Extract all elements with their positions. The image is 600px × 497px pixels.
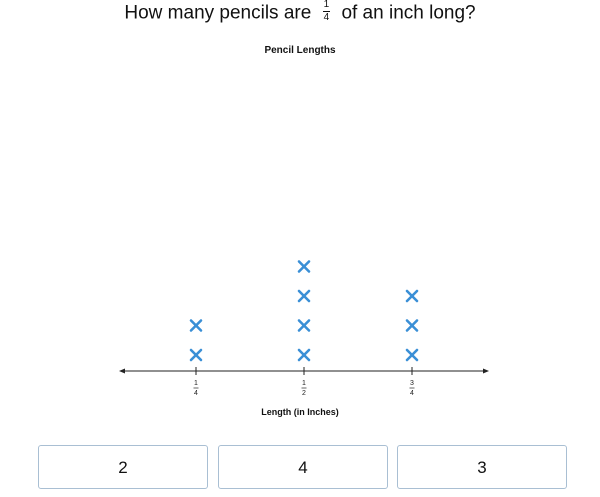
x-mark [407, 350, 417, 360]
question-prefix: How many pencils are [124, 2, 312, 24]
answer-choices [38, 445, 570, 491]
axis-arrow-right [483, 369, 489, 374]
x-mark [299, 291, 309, 301]
tick-labels [194, 380, 415, 397]
x-mark [191, 321, 201, 331]
x-mark [407, 291, 417, 301]
chart-title: Pencil Lengths [264, 45, 336, 56]
x-mark [299, 321, 309, 331]
answer-choice-1[interactable]: 2 [38, 445, 208, 489]
fraction-denominator: 4 [323, 12, 330, 23]
answer-choice-2[interactable]: 4 [218, 445, 388, 489]
tick-label-numerator: 3 [410, 380, 414, 387]
tick-label-denominator: 4 [194, 390, 198, 397]
tick-label-denominator: 4 [410, 390, 414, 397]
x-mark [407, 321, 417, 331]
question-suffix: of an inch long? [341, 2, 476, 24]
answer-choice-3[interactable]: 3 [397, 445, 567, 489]
x-mark [299, 350, 309, 360]
fraction-numerator: 1 [323, 0, 330, 10]
x-mark [299, 262, 309, 272]
tick-label-numerator: 1 [194, 380, 198, 387]
data-marks [191, 262, 417, 361]
tick-label-numerator: 1 [302, 380, 306, 387]
x-mark [191, 350, 201, 360]
x-axis-label: Length (in Inches) [261, 407, 339, 417]
axis-arrow-left [119, 369, 125, 374]
tick-label-denominator: 2 [302, 390, 306, 397]
